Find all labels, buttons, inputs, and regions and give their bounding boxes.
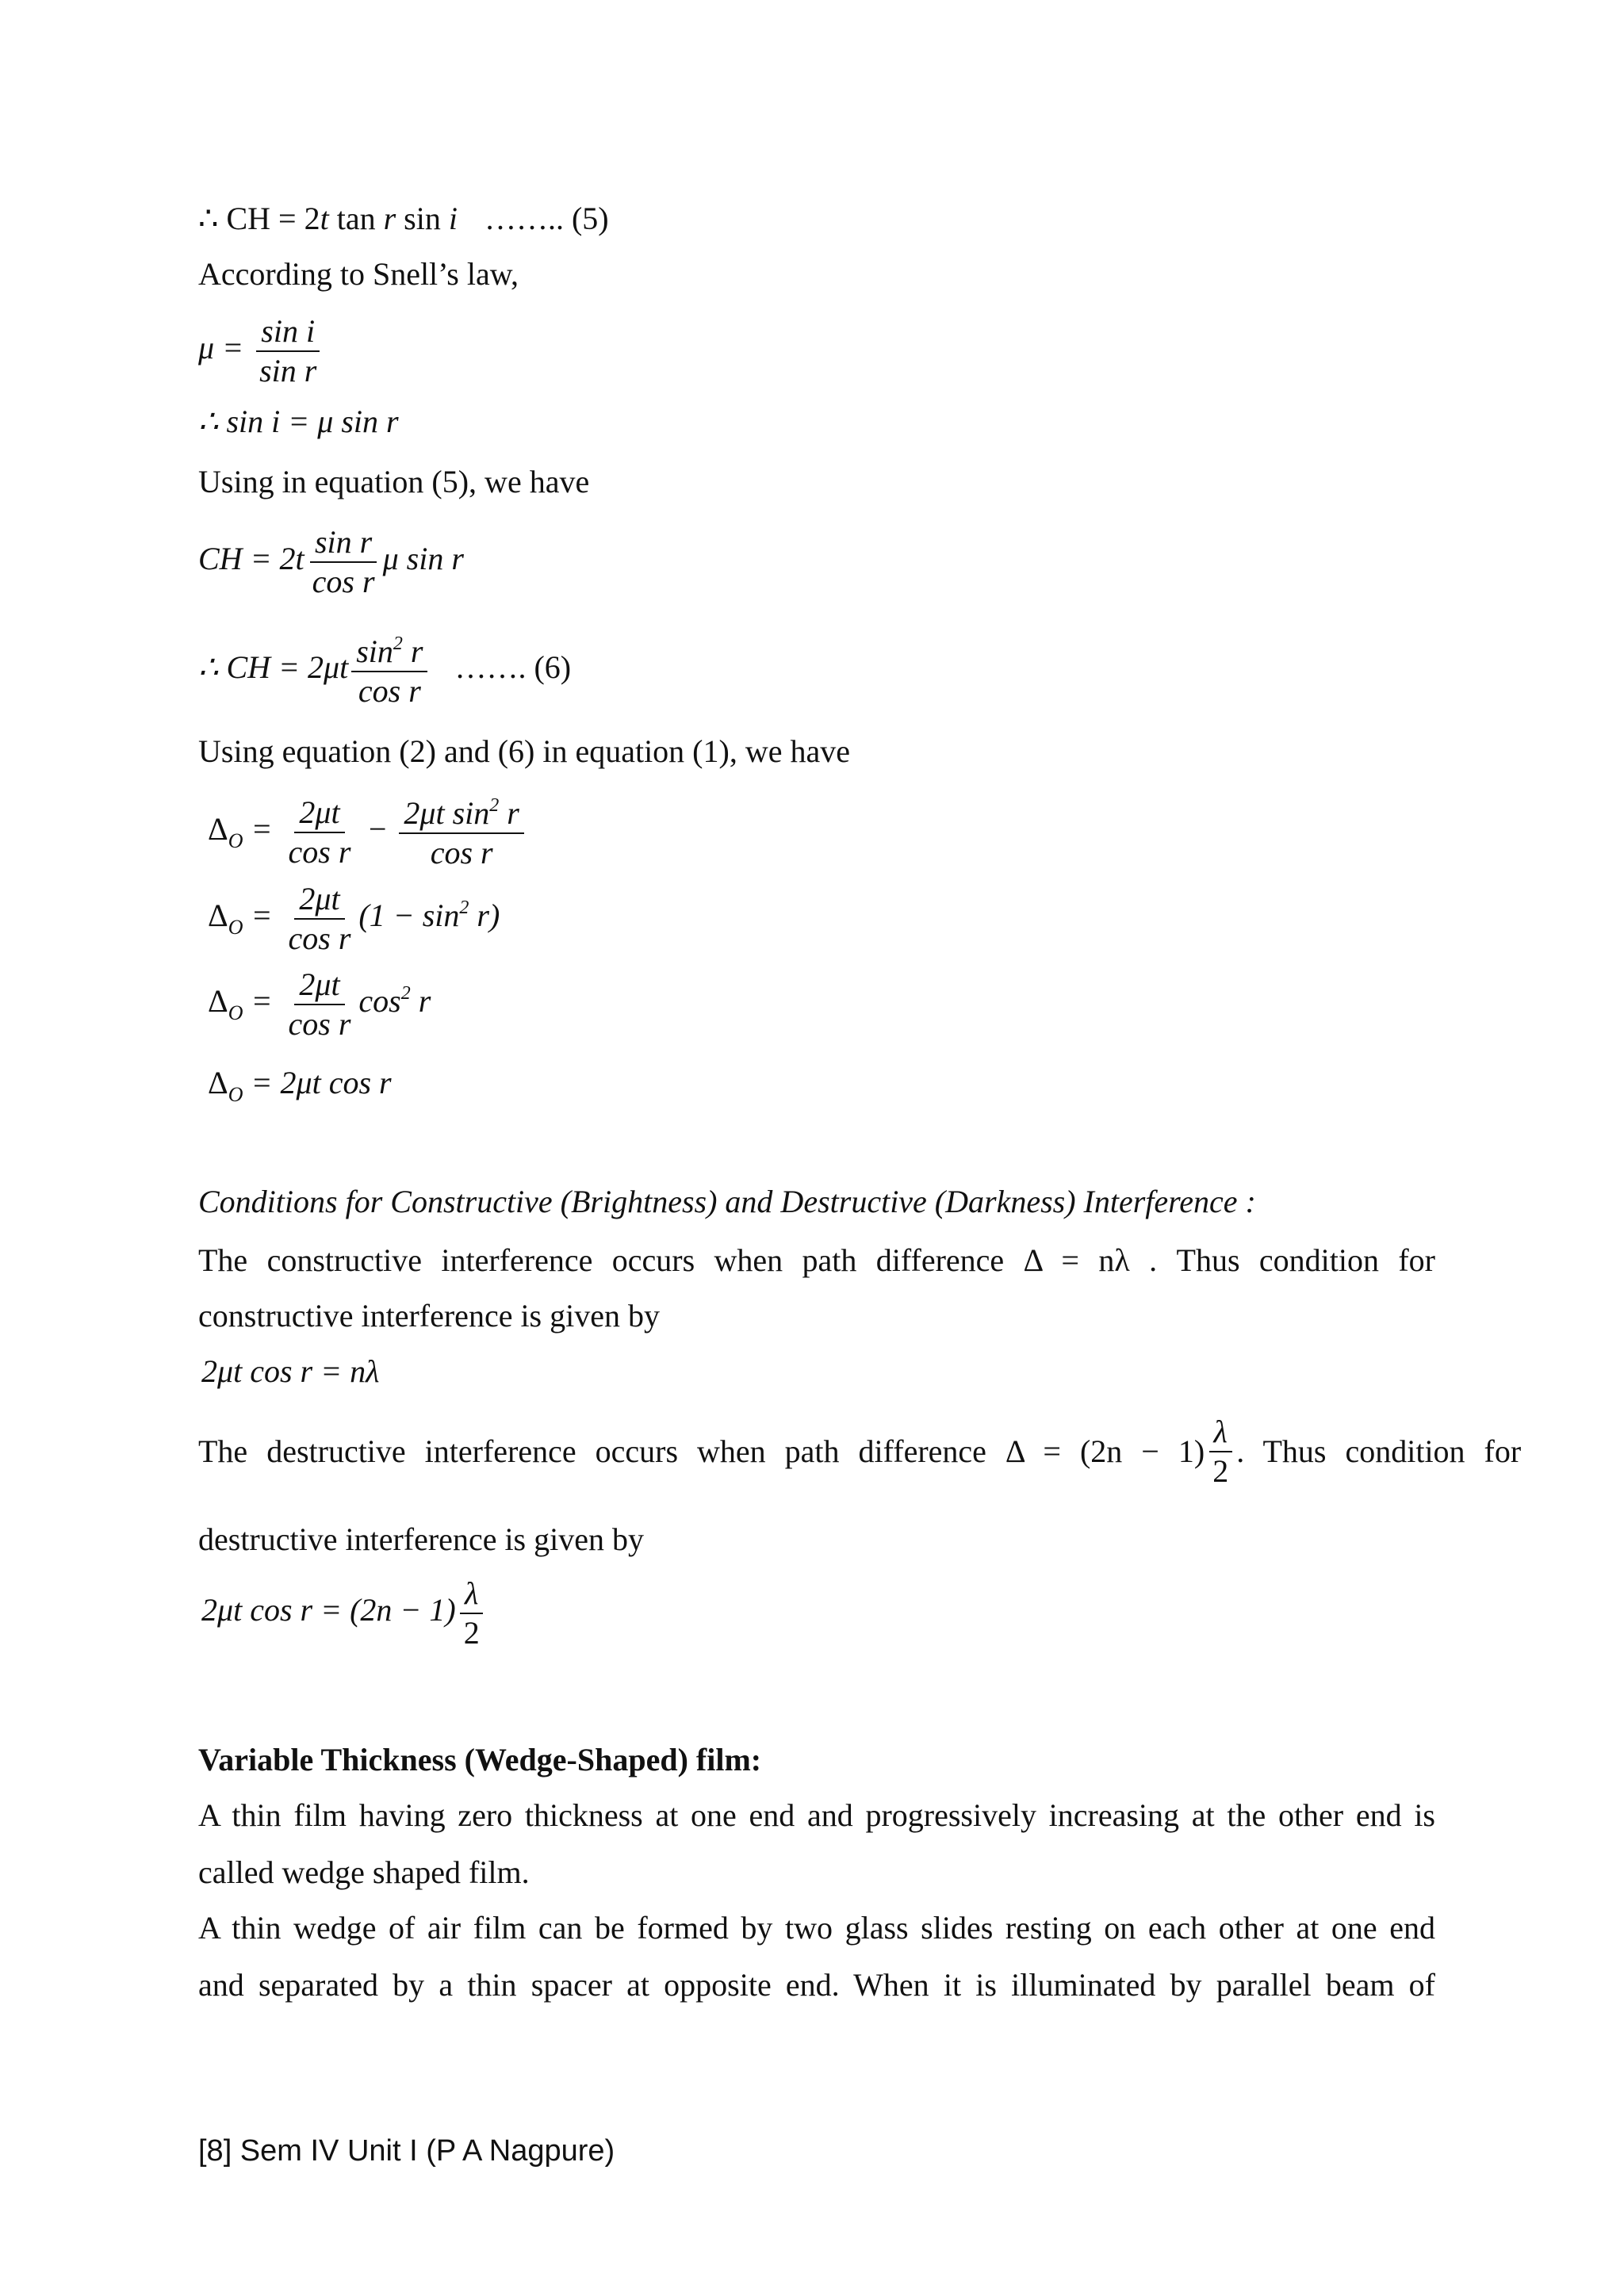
lambda-num: λ xyxy=(1209,1416,1232,1452)
delta3-symbol: Δ xyxy=(208,983,228,1020)
using-equation-5: Using in equation (5), we have xyxy=(198,464,590,499)
constructive-paragraph-line-2: constructive interference is given by xyxy=(198,1298,660,1334)
delta2-rest-a: (1 − sin xyxy=(358,897,460,934)
eq5-prefix: ∴ CH = 2 xyxy=(198,201,320,236)
delta1-num1: 2μt xyxy=(294,797,344,833)
wedge-paragraph-1-line-1: A thin film having zero thickness at one end and progressively increasing at the other end is xyxy=(198,1797,1435,1833)
destructive-eq-den: 2 xyxy=(463,1615,480,1651)
eq6-lhs: ∴ CH = 2μt xyxy=(198,649,349,686)
delta-line-3: $\Delta_O$ = $\frac{2\mu t}{\text{cos r}}$ $\cos^2 r$ xyxy=(208,966,431,1042)
delta1-den2: cos r xyxy=(430,835,493,871)
delta1-num2a: 2μt sin xyxy=(404,795,490,831)
eq6-number: ……. (6) xyxy=(454,649,572,686)
delta-line-1: $\Delta_O$ = $\frac{2\mu t}{\text{cos r}}$ − $\frac{2\mu t \sin^2 r}{\text{cos r}}$ xyxy=(208,796,527,869)
delta2-sub: O xyxy=(228,916,243,939)
delta3-sub: O xyxy=(228,1001,243,1025)
ch-lhs: CH = 2t xyxy=(198,541,304,577)
page-footer: [8] Sem IV Unit I (P A Nagpure) xyxy=(198,2134,615,2168)
ch-den: cos r xyxy=(312,564,375,599)
using-equations-2-6: Using equation (2) and (6) in equation (1), we have xyxy=(198,733,850,769)
destructive-equation xyxy=(201,1575,488,1651)
eq5-t: t xyxy=(320,201,329,236)
mu-fraction xyxy=(255,313,321,388)
eq6-num-sup: 2 xyxy=(393,633,403,654)
equation-5 xyxy=(198,203,609,235)
delta-line-4 xyxy=(208,1067,392,1105)
delta3-rest-sup: 2 xyxy=(400,983,411,1004)
eq5-i: i xyxy=(448,201,458,236)
destructive-eq-text: 2μt cos r = (2n − 1) xyxy=(201,1592,456,1628)
ch-num: sin r xyxy=(310,526,377,563)
delta3-frac xyxy=(284,966,356,1042)
delta1-frac2 xyxy=(399,796,523,869)
destructive-paragraph-line-1 xyxy=(198,1414,1522,1489)
ch-rest: μ sin r xyxy=(382,541,464,577)
delta1-num2sup: 2 xyxy=(489,795,500,816)
destructive-eq-fraction xyxy=(459,1575,485,1651)
destructive-text-a: The destructive interference occurs when path difference Δ = (2n − 1) xyxy=(198,1433,1205,1469)
wedge-paragraph-2-line-2: and separated by a thin spacer at opposite end. When it is illuminated by parallel beam of xyxy=(198,1967,1435,2003)
mu-lhs: μ = xyxy=(198,330,244,366)
delta1-num2 xyxy=(399,796,523,834)
delta-line-2: $\Delta_O$ = $\frac{2\mu t}{\text{cos r}}$ $(1 - \sin^2 r)$ xyxy=(208,881,500,956)
delta2-symbol: Δ xyxy=(208,897,228,934)
wedge-paragraph-1-line-2: called wedge shaped film. xyxy=(198,1854,530,1890)
destructive-text-b: . Thus condition for xyxy=(1236,1433,1522,1469)
eq6-num-b: r xyxy=(402,633,423,669)
mu-num: sin i xyxy=(256,316,320,352)
two-den: 2 xyxy=(1212,1453,1229,1489)
eq6-den: cos r xyxy=(358,673,421,709)
ch-equation xyxy=(198,526,464,598)
mu-equation xyxy=(198,313,324,388)
delta2-rest-sup: 2 xyxy=(459,897,469,919)
snell-intro: According to Snell’s law, xyxy=(198,256,519,292)
delta1-frac1 xyxy=(284,794,356,870)
delta4-symbol: Δ xyxy=(208,1065,228,1100)
equation-6 xyxy=(198,634,571,707)
destructive-paragraph-line-2: destructive interference is given by xyxy=(198,1521,644,1557)
destructive-eq-num: λ xyxy=(460,1578,483,1614)
delta3-den: cos r xyxy=(288,1006,351,1042)
ch-fraction xyxy=(308,526,380,598)
wedge-heading: Variable Thickness (Wedge-Shaped) film: xyxy=(198,1742,762,1777)
delta-sub: O xyxy=(228,829,243,853)
lambda-over-2 xyxy=(1208,1416,1233,1487)
eq5-r: r xyxy=(383,201,396,236)
sin-equation: ∴ sin i = μ sin r xyxy=(198,404,399,439)
delta1-num2b: r xyxy=(499,795,519,831)
mu-den: sin r xyxy=(259,353,317,388)
eq5-sin: sin xyxy=(396,201,449,236)
wedge-paragraph-2-line-1: A thin wedge of air film can be formed by two glass slides resting on each other at one end xyxy=(198,1910,1435,1946)
delta4-rest: = 2μt cos r xyxy=(251,1065,392,1100)
eq6-num xyxy=(351,634,427,672)
constructive-equation: 2μt cos r = nλ xyxy=(201,1353,380,1389)
eq5-number: …….. (5) xyxy=(484,201,609,236)
delta3-rest-b: r xyxy=(410,983,431,1020)
eq6-fraction xyxy=(351,634,427,707)
delta2-num: 2μt xyxy=(294,883,344,920)
delta-symbol: Δ xyxy=(208,811,228,848)
eq6-num-a: sin xyxy=(356,633,393,669)
delta1-minus: − xyxy=(366,811,389,848)
delta2-rest-b: r) xyxy=(469,897,500,934)
delta2-den: cos r xyxy=(288,920,351,956)
delta4-sub: O xyxy=(228,1083,243,1106)
constructive-paragraph-line-1: The constructive interference occurs when path difference Δ = nλ . Thus condition for xyxy=(198,1242,1435,1278)
delta1-den1: cos r xyxy=(288,834,351,870)
eq5-tan: tan xyxy=(328,201,384,236)
delta3-rest-a: cos xyxy=(358,983,401,1020)
conditions-heading: Conditions for Constructive (Brightness) and Destructive (Darkness) Interference : xyxy=(198,1184,1256,1219)
delta2-frac xyxy=(284,883,356,955)
delta3-num: 2μt xyxy=(294,969,344,1005)
